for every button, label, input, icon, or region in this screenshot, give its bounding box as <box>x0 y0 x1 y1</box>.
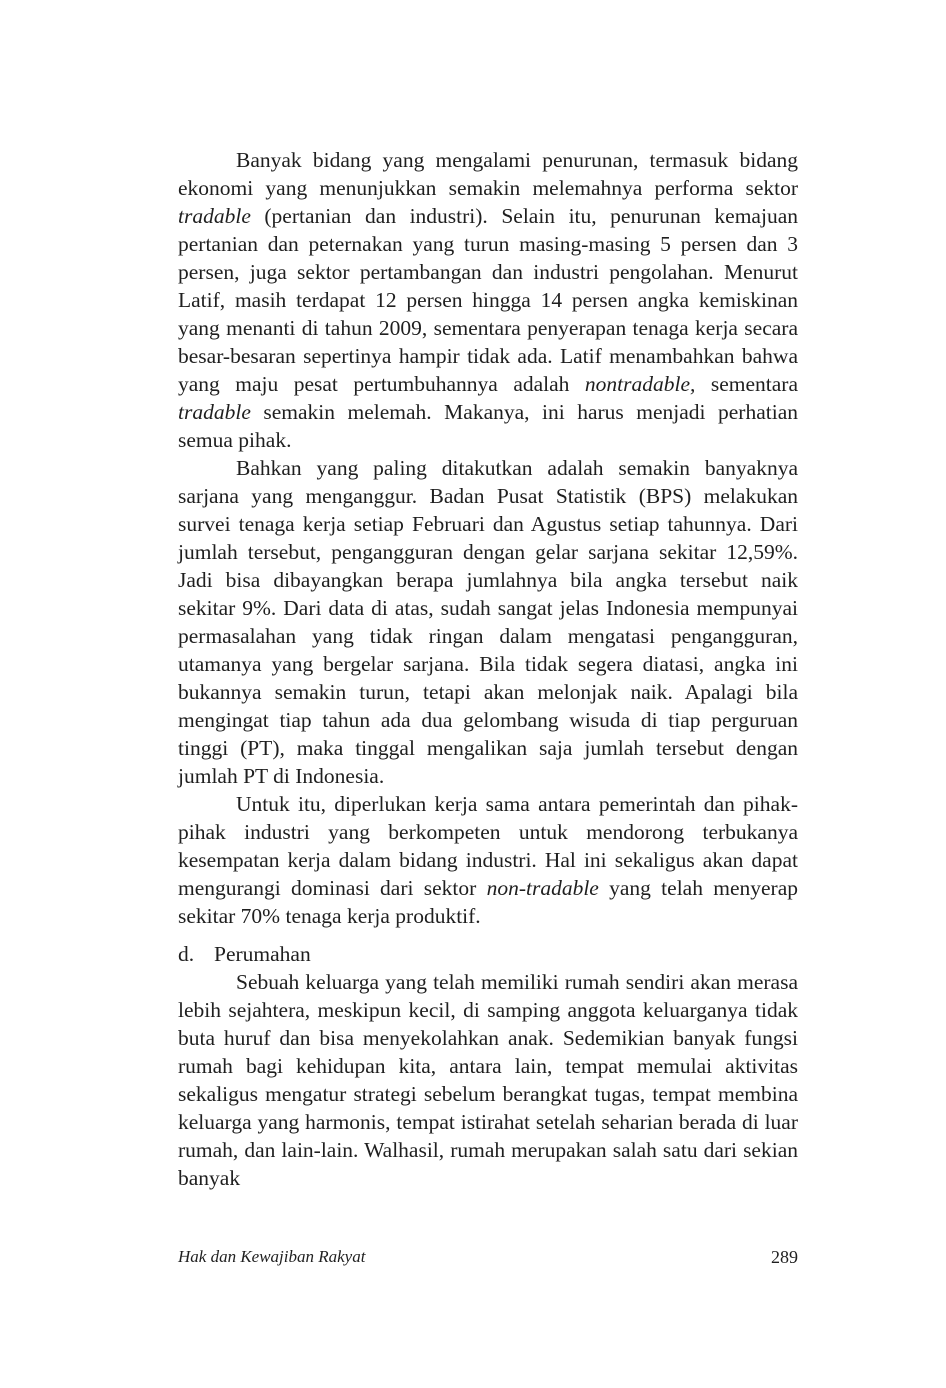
italic-term: nontradable, <box>584 372 696 396</box>
text-run: (pertanian dan industri). Selain itu, penurunan kemajuan pertanian dan peternakan yang turun masing-masing 5 persen dan 3 persen, juga sektor pertambangan dan industri pengolahan. Menurut Latif, masih terdapat 12 persen hingga 14 persen angka kemiskinan yang menanti di tahun 2009, sementara penyerapan tenaga kerja secara besar-besaran sepertinya hampir tidak ada. Latif menambahkan bahwa yang maju pesat pertumbuhannya adalah <box>178 204 798 396</box>
paragraph-1 <box>178 146 798 454</box>
text-run: sementara <box>695 372 798 396</box>
page-footer <box>178 1246 798 1268</box>
section-heading <box>178 940 798 968</box>
paragraph-2 <box>178 454 798 790</box>
italic-term: tradable <box>178 400 251 424</box>
italic-term: non-tradable <box>486 876 599 900</box>
running-title: Hak dan Kewajiban Rakyat <box>178 1247 366 1266</box>
text-run: Banyak bidang yang mengalami penurunan, termasuk bidang ekonomi yang menunjukkan semakin melemahnya performa sektor <box>178 148 798 200</box>
text-run: Sebuah keluarga yang telah memiliki rumah sendiri akan merasa lebih sejahtera, meskipun kecil, di samping anggota keluarganya tidak buta huruf dan bisa menyekolahkan anak. Sedemikian banyak fungsi rumah bagi kehidupan kita, antara lain, tempat memulai aktivitas sekaligus mengatur strategi sebelum berangkat tugas, tempat membina keluarga yang harmonis, tempat istirahat setelah seharian berada di luar rumah, dan lain-lain. Walhasil, rumah merupakan salah satu dari sekian banyak <box>178 970 798 1190</box>
italic-term: tradable <box>178 204 251 228</box>
text-run: semakin melemah. Makanya, ini harus menjadi perhatian semua pihak. <box>178 400 798 452</box>
section-title: Perumahan <box>214 942 311 966</box>
paragraph-4 <box>178 968 798 1192</box>
text-run: yang telah menyerap sekitar 70% tenaga kerja produktif. <box>178 876 798 928</box>
page-number: 289 <box>771 1247 798 1267</box>
page-body <box>178 146 798 1192</box>
paragraph-3 <box>178 790 798 930</box>
text-run: Untuk itu, diperlukan kerja sama antara pemerintah dan pihak-pihak industri yang berkompeten untuk mendorong terbukanya kesempatan kerja dalam bidang industri. Hal ini sekaligus akan dapat mengurangi dominasi dari sektor <box>178 792 798 900</box>
text-run: Bahkan yang paling ditakutkan adalah semakin banyaknya sarjana yang menganggur. Badan Pusat Statistik (BPS) melakukan survei tenaga kerja setiap Februari dan Agustus setiap tahunnya. Dari jumlah tersebut, pengangguran dengan gelar sarjana sekitar 12,59%. Jadi bisa dibayangkan berapa jumlahnya bila angka tersebut naik sekitar 9%. Dari data di atas, sudah sangat jelas Indonesia mempunyai permasalahan yang tidak ringan dalam mengatasi pengangguran, utamanya yang bergelar sarjana. Bila tidak segera diatasi, angka ini bukannya semakin turun, tetapi akan melonjak naik. Apalagi bila mengingat tiap tahun ada dua gelombang wisuda di tiap perguruan tinggi (PT), maka tinggal mengalikan saja jumlah tersebut dengan jumlah PT di Indonesia. <box>178 456 798 788</box>
section-letter: d. <box>178 942 195 966</box>
